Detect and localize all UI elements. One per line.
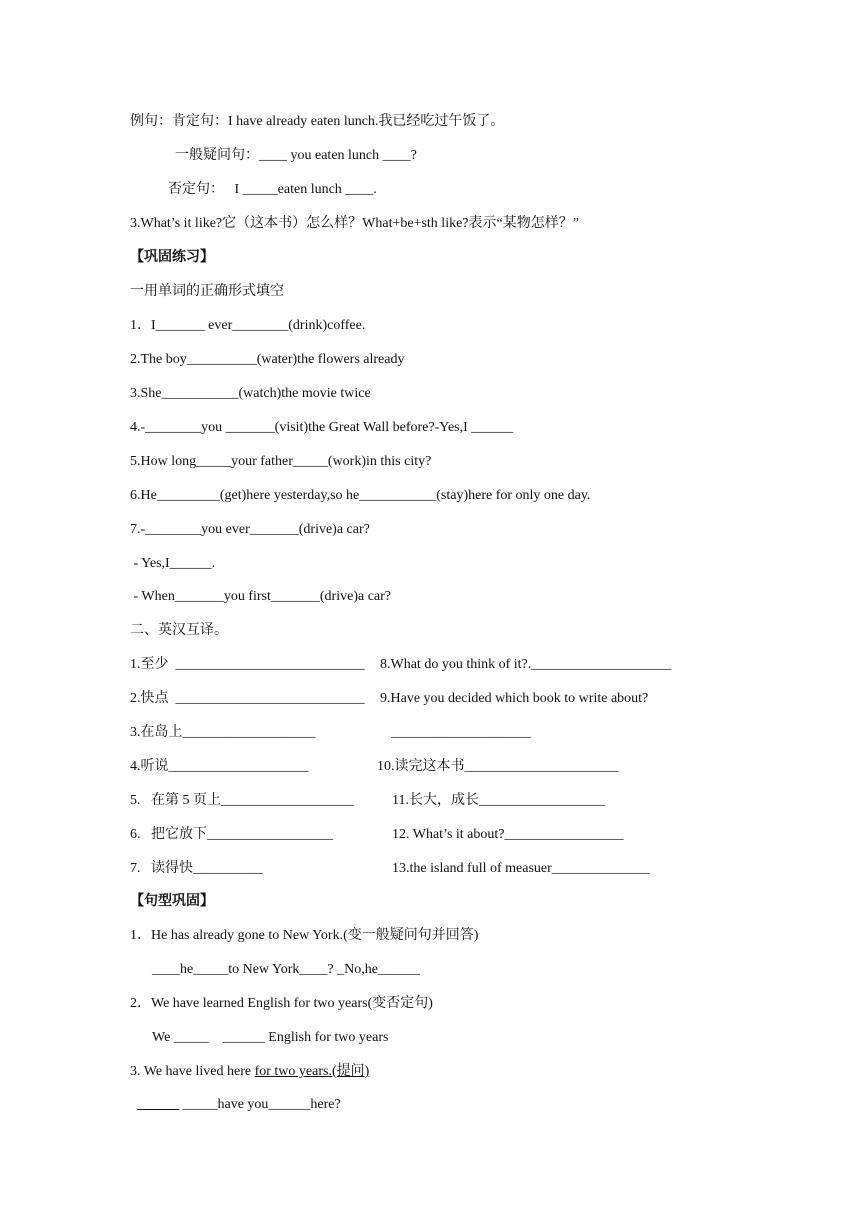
translation-left: 3.在岛上___________________ xyxy=(130,725,316,740)
sentence-heading: 【句型巩固】 xyxy=(130,894,214,909)
exercise-item: 1．I_______ ever________(drink)coffee. xyxy=(130,318,366,333)
question-3-underlined: for two years.(提问) xyxy=(254,1064,370,1079)
translation-left: 6. 把它放下__________________ xyxy=(130,827,333,842)
exercise-item: 3.She___________(watch)the movie twice xyxy=(130,386,371,401)
sentence-question-3 xyxy=(130,1063,369,1081)
example-negative: 否定句： I _____eaten lunch ____. xyxy=(168,182,377,197)
translation-right: 10.读完这本书______________________ xyxy=(377,759,619,774)
translation-right: 9.Have you decided which book to write about? xyxy=(380,691,649,706)
exercise-item: - Yes,I______. xyxy=(130,556,216,571)
translation-left: 2.快点 ___________________________ xyxy=(130,691,365,706)
translation-right: 13.the island full of measuer______________ xyxy=(392,861,650,876)
part2-title: 二、英汉互译。 xyxy=(130,623,228,638)
sentence-answer-3 xyxy=(137,1096,341,1114)
translation-left: 1.至少 ___________________________ xyxy=(130,657,365,672)
translation-right: 8.What do you think of it?.____________________ xyxy=(380,657,672,672)
exercise-item: 2.The boy__________(water)the flowers already xyxy=(130,352,405,367)
practice-heading: 【巩固练习】 xyxy=(130,250,214,265)
translation-left: 7. 读得快__________ xyxy=(130,861,263,876)
question-3-text: 3. We have lived here xyxy=(130,1064,255,1079)
exercise-item: 4.-________you _______(visit)the Great Wall before?-Yes,I ______ xyxy=(130,420,514,435)
exercise-item: 5.How long_____your father_____(work)in this city? xyxy=(130,454,432,469)
exercise-item: 7.-________you ever_______(drive)a car? xyxy=(130,522,370,537)
exercise-item: - When_______you first_______(drive)a car? xyxy=(130,589,391,604)
answer-3-text: _____have you______here? xyxy=(179,1097,341,1112)
example-question: 一般疑问句：____ you eaten lunch ____? xyxy=(175,148,417,163)
translation-right: 12. What’s it about?_________________ xyxy=(392,827,624,842)
sentence-question-1: 1．He has already gone to New York.(变一般疑问句并回答) xyxy=(130,928,479,943)
exercise-item: 6.He_________(get)here yesterday,so he___________(stay)here for only one day. xyxy=(130,488,591,503)
answer-3-blank: ______ xyxy=(137,1097,179,1112)
part1-title: 一用单词的正确形式填空 xyxy=(130,284,284,299)
translation-left: 5. 在第 5 页上___________________ xyxy=(130,793,354,808)
sentence-answer-2: We _____ ______ English for two years xyxy=(152,1030,389,1045)
translation-left: 4.听说____________________ xyxy=(130,759,309,774)
grammar-note-3: 3.What’s it like?它（这本书）怎么样？What+be+sth like?表示“某物怎样？” xyxy=(130,216,579,231)
translation-right: 11.长大，成长__________________ xyxy=(392,793,605,808)
sentence-answer-1: ____he_____to New York____? _No,he______ xyxy=(152,962,420,977)
sentence-question-2: 2．We have learned English for two years(变否定句) xyxy=(130,996,433,1011)
translation-right: ____________________ xyxy=(391,725,531,740)
example-affirmative: 例句：肯定句：I have already eaten lunch.我已经吃过午饭了。 xyxy=(130,114,505,129)
